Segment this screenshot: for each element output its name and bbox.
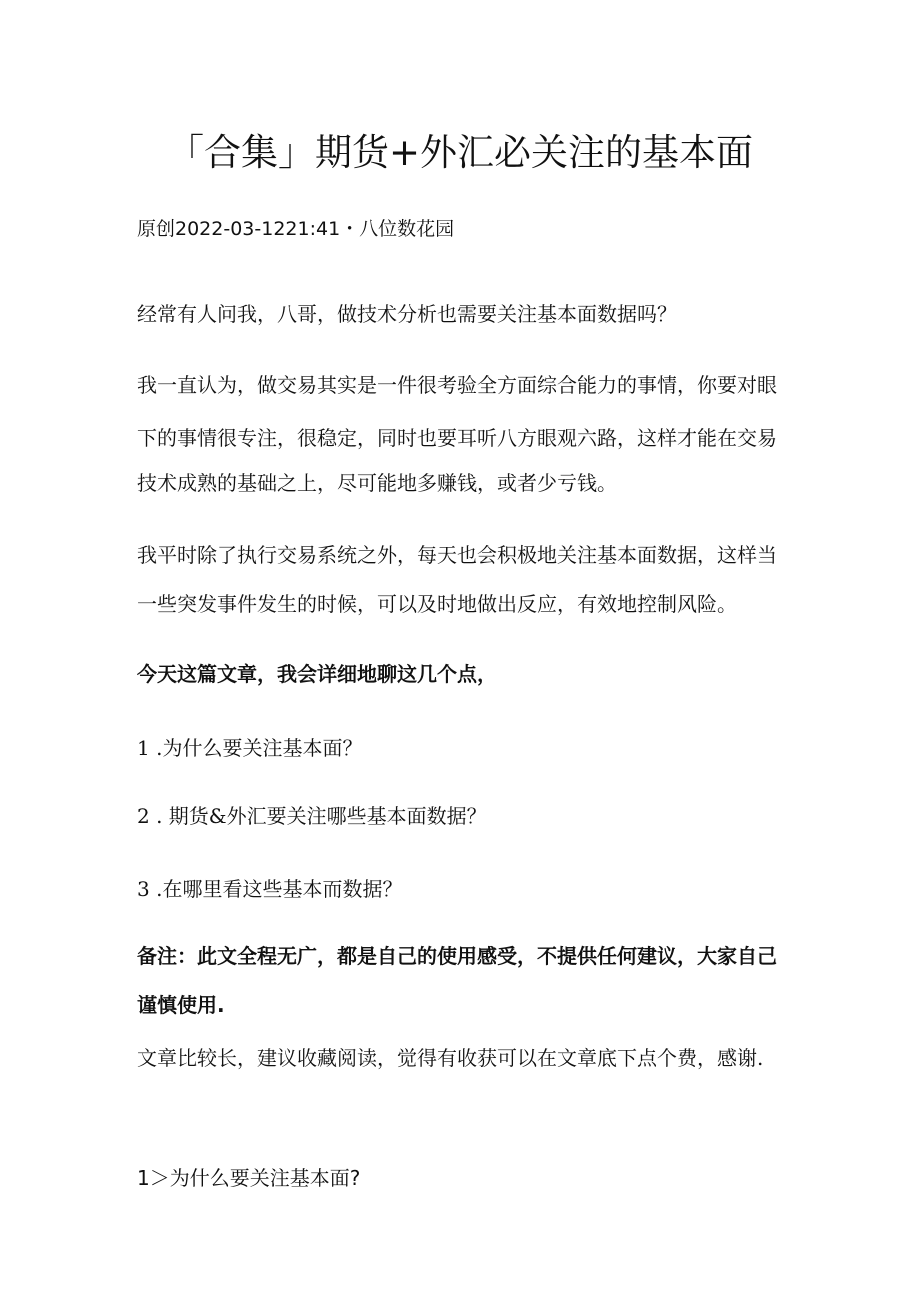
closing-paragraph: 文章比较长，建议收藏阅读，觉得有收获可以在文章底下点个费，感谢. [137,1046,764,1070]
list-item: 3 .在哪里看这些基本而数据？ [137,877,403,901]
list-item: 2 . 期货&外汇要关注哪些基本面数据？ [137,804,487,828]
section-heading: 1＞为什么要关注基本面? [137,1166,361,1190]
article-title: 「合集」期货+外汇必关注的基本面 [166,131,753,174]
list-item: 1 .为什么要关注基本面？ [137,736,363,760]
intro-heading: 今天这篇文章，我会详细地聊这几个点， [137,662,497,686]
paragraph-line: 我平时除了执行交易系统之外，每天也会积极地关注基本面数据，这样当 [137,543,777,567]
paragraph-line: 经常有人问我，八哥，做技术分析也需要关注基本面数据吗？ [137,302,677,326]
paragraph-line: 下的事情很专注，很稳定，同时也要耳听八方眼观六路，这样才能在交易 [137,426,777,450]
note-line: 谨慎使用. [137,993,225,1017]
paragraph-line: 技术成熟的基础之上，尽可能地多赚钱，或者少亏钱。 [137,471,617,495]
paragraph-line: 一些突发事件发生的时候，可以及时地做出反应，有效地控制风险。 [137,592,737,616]
note-line: 备注：此文全程无广，都是自己的使用感受，不提供任何建议，大家自己 [137,944,777,968]
article-meta: 原创2022-03-1221:41・八位数花园 [137,218,455,240]
paragraph-line: 我一直认为，做交易其实是一件很考验全方面综合能力的事情，你要对眼 [137,373,777,397]
